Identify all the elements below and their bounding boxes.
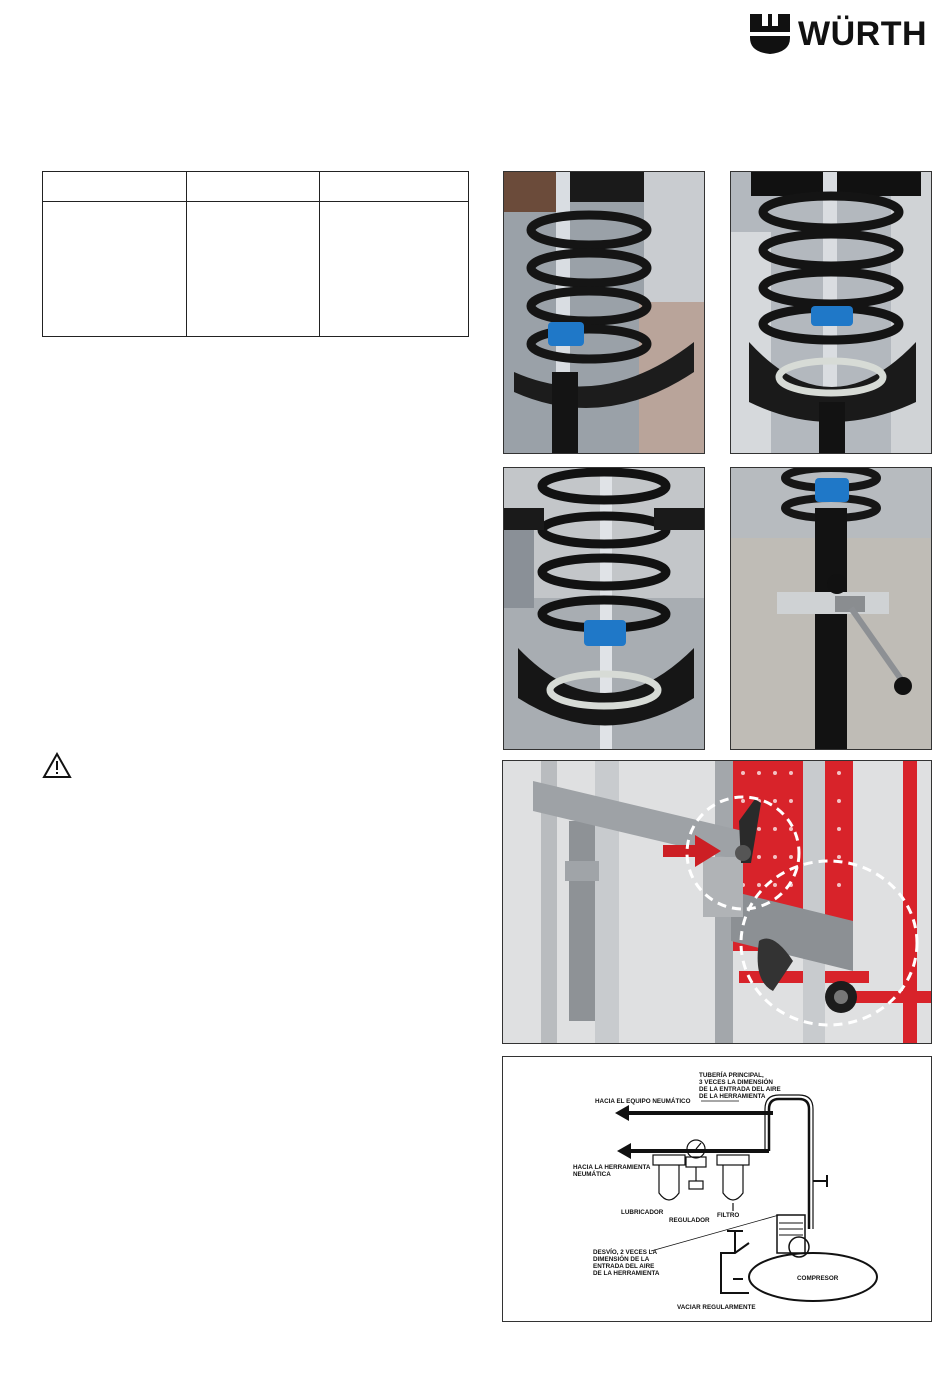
label-lubricator: LUBRICADOR	[621, 1209, 664, 1216]
brand-logo	[748, 12, 950, 56]
label-bypass-2: DIMENSIÓN DE LA	[593, 1256, 650, 1263]
illustration-machine-handle	[502, 760, 932, 1044]
table-header-cell	[320, 172, 469, 202]
pneumatic-installation-diagram	[502, 1056, 932, 1322]
photo-clamp-handle	[730, 467, 932, 750]
table-header-cell	[187, 172, 320, 202]
photo-spring-compression-2	[730, 171, 932, 454]
label-main-pipe-4: DE LA HERRAMIENTA	[699, 1093, 766, 1100]
table-cell	[320, 202, 469, 337]
label-regulator: REGULADOR	[669, 1217, 710, 1224]
label-to-tool-2: NEUMÁTICA	[573, 1171, 611, 1178]
label-bypass-1: DESVÍO, 2 VECES LA	[593, 1249, 658, 1256]
table-header-cell	[43, 172, 187, 202]
label-to-tool-1: HACIA LA HERRAMIENTA	[573, 1164, 651, 1171]
label-main-pipe-2: 3 VECES LA DIMENSIÓN	[699, 1079, 773, 1086]
warning-triangle-icon	[42, 752, 72, 779]
label-bypass-4: DE LA HERRAMIENTA	[593, 1270, 660, 1277]
brand-name: WÜRTH	[798, 15, 928, 53]
label-main-pipe-3: DE LA ENTRADA DEL AIRE	[699, 1086, 781, 1093]
photo-spring-compression-1	[503, 171, 705, 454]
spec-table	[42, 171, 469, 337]
label-main-pipe-1: TUBERÍA PRINCIPAL,	[699, 1072, 764, 1079]
label-filter: FILTRO	[717, 1212, 740, 1219]
table-cell	[187, 202, 320, 337]
label-bypass-3: ENTRADA DEL AIRE	[593, 1263, 655, 1270]
label-drain: VACIAR REGULARMENTE	[677, 1304, 756, 1311]
wurth-logo-icon	[748, 12, 792, 56]
label-to-equipment: HACIA EL EQUIPO NEUMÁTICO	[595, 1098, 691, 1105]
label-compressor: COMPRESOR	[797, 1275, 839, 1282]
photo-spring-compression-3	[503, 467, 705, 750]
table-cell	[43, 202, 187, 337]
